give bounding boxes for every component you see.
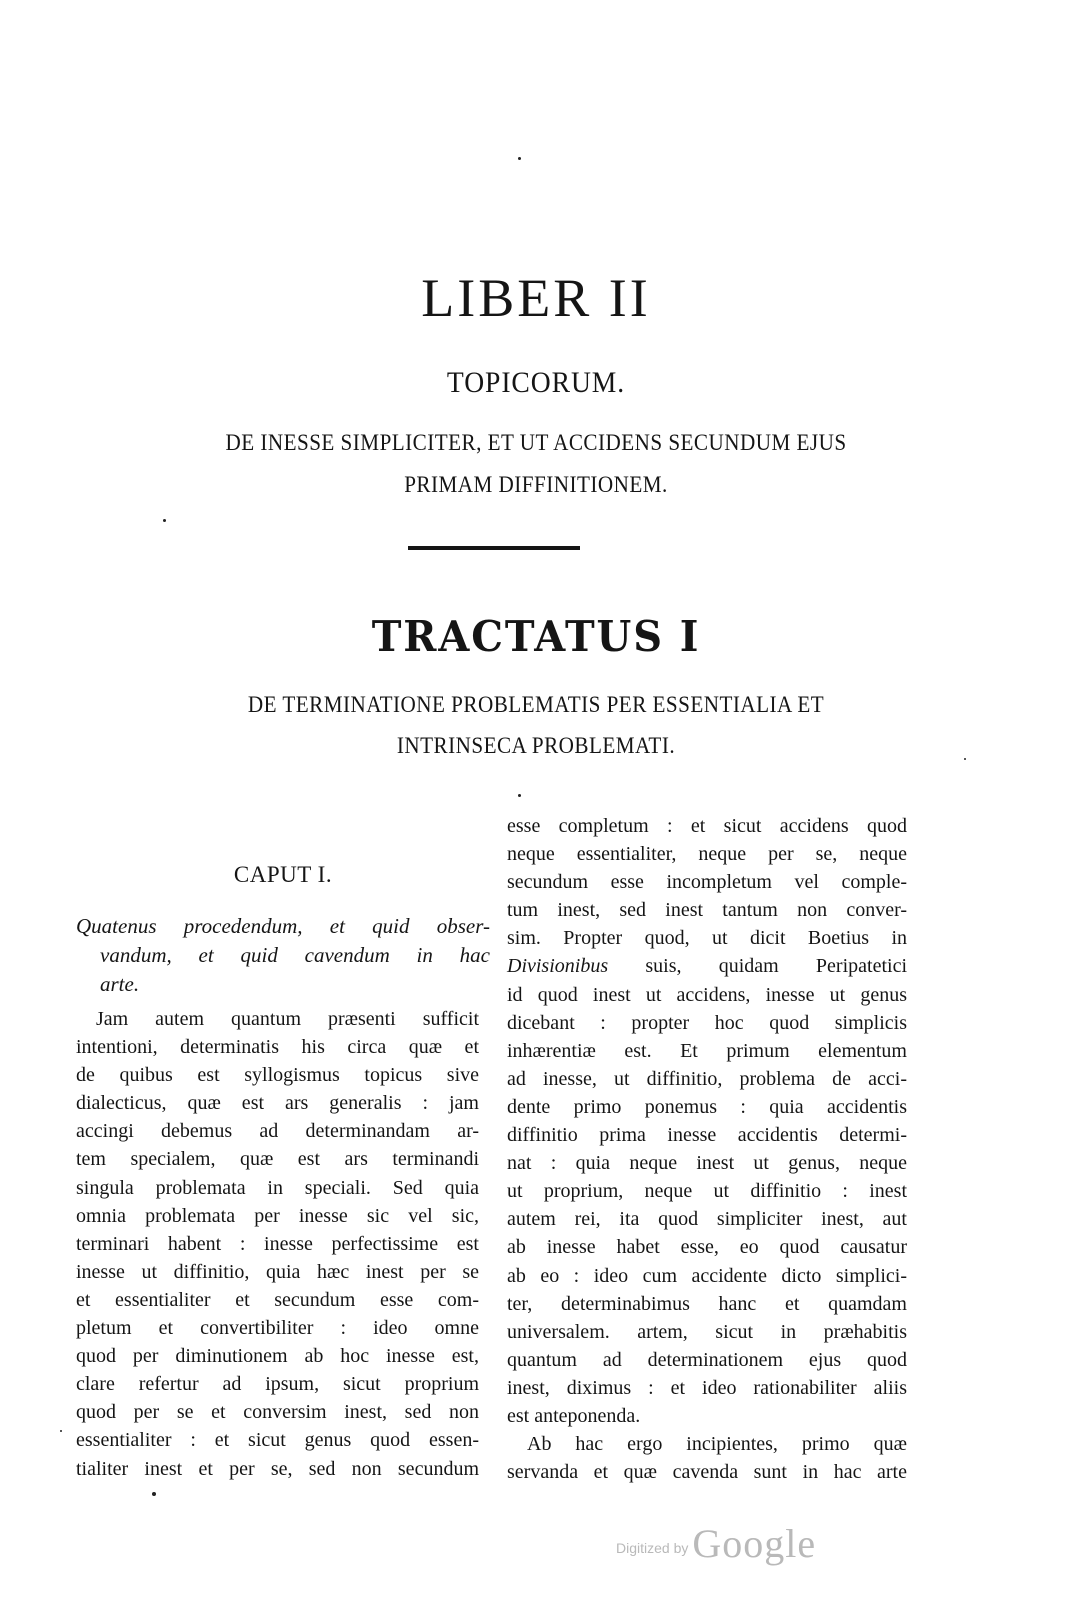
text-line: inest, diximus : et ideo rationabiliter aliis bbox=[507, 1376, 907, 1399]
text-line: inhærentiæ est. Et primum elementum bbox=[507, 1039, 907, 1062]
text-line-with-italic bbox=[507, 952, 907, 980]
text-line: Ab hac ergo incipientes, primo quæ bbox=[527, 1433, 907, 1456]
text-line: sim. Propter quod, ut dicit Boetius in bbox=[507, 927, 907, 950]
text-line: essentialiter : et sicut genus quod essen- bbox=[76, 1429, 479, 1452]
text-line: secundum esse incompletum vel comple- bbox=[507, 871, 907, 894]
text-line: tialiter inest et per se, sed non secundum bbox=[76, 1457, 479, 1480]
book-title: LIBER II bbox=[421, 268, 651, 328]
text-line: universalem. artem, sicut in præhabitis bbox=[507, 1320, 907, 1343]
text-line: de quibus est syllogismus topicus sive bbox=[76, 1064, 479, 1087]
text-line: dialecticus, quæ est ars generalis : jam bbox=[76, 1092, 479, 1115]
digitized-watermark bbox=[616, 1520, 817, 1566]
google-logo: Google bbox=[692, 1521, 817, 1566]
tractatus-title: TRACTATUS I bbox=[371, 612, 701, 661]
text-line: servanda et quæ cavenda sunt in hac arte bbox=[507, 1461, 907, 1484]
text-column-right bbox=[507, 812, 907, 1486]
summary-line: vandum, et quid cavendum in hac bbox=[100, 943, 490, 967]
text-line: tum inest, sed inest tantum non conver- bbox=[507, 899, 907, 922]
tractatus-description-line-1: DE TERMINATIONE PROBLEMATIS PER ESSENTIALIA ET bbox=[247, 692, 825, 717]
text-line: ab inesse habet esse, eo quod causatur bbox=[507, 1236, 907, 1259]
text-line: quod per diminutionem ab hoc inesse est, bbox=[76, 1345, 479, 1368]
text-column-left bbox=[76, 1005, 479, 1483]
text-line: singula problemata in speciali. Sed quia bbox=[76, 1176, 479, 1199]
tractatus-description-line-2: INTRINSECA PROBLEMATI. bbox=[396, 733, 676, 758]
text-line: id quod inest ut accidens, inesse ut genus bbox=[507, 983, 907, 1006]
text-line: est anteponenda. bbox=[507, 1404, 641, 1427]
text-line: ter, determinabimus hanc et quamdam bbox=[507, 1292, 907, 1315]
text-line: dicebant : propter hoc quod simplicis bbox=[507, 1011, 907, 1034]
scan-speck bbox=[518, 794, 521, 797]
text-line: nat : quia neque inest ut genus, neque bbox=[507, 1152, 907, 1175]
scan-speck bbox=[964, 758, 966, 760]
book-description-line-1: DE INESSE SIMPLICITER, ET UT ACCIDENS SECUNDUM EJUS bbox=[225, 430, 847, 455]
italic-title: Divisionibus bbox=[507, 955, 609, 978]
text-line: ad inesse, ut diffinitio, problema de acci- bbox=[507, 1067, 907, 1090]
text-line: pletum et convertibiliter : ideo omne bbox=[76, 1317, 479, 1340]
text-line: neque essentialiter, neque per se, neque bbox=[507, 843, 907, 866]
chapter-summary bbox=[76, 912, 490, 999]
summary-line: arte. bbox=[100, 972, 140, 996]
book-description-line-2: PRIMAM DIFFINITIONEM. bbox=[404, 472, 668, 497]
text-line: intentioni, determinatis his circa quæ et bbox=[76, 1036, 479, 1059]
text-line: clare refertur ad ipsum, sicut proprium bbox=[76, 1373, 479, 1396]
book-subtitle: TOPICORUM. bbox=[446, 366, 626, 399]
text-line: ab eo : ideo cum accidente dicto simplici- bbox=[507, 1264, 907, 1287]
scan-speck bbox=[152, 1492, 156, 1496]
text-line: Jam autem quantum præsenti sufficit bbox=[96, 1008, 479, 1030]
text-line: tem specialem, quæ est ars terminandi bbox=[76, 1148, 479, 1171]
text-line: accingi debemus ad determinandam ar- bbox=[76, 1120, 479, 1143]
watermark-prefix: Digitized by bbox=[616, 1540, 689, 1556]
section-divider bbox=[408, 546, 580, 550]
text-line: diffinitio prima inesse accidentis determi- bbox=[507, 1124, 907, 1147]
text-line: quantum ad determinationem ejus quod bbox=[507, 1348, 907, 1371]
text-line: quod per se et conversim inest, sed non bbox=[76, 1401, 479, 1424]
summary-line: Quatenus procedendum, et quid obser- bbox=[76, 914, 490, 938]
scan-speck bbox=[163, 519, 166, 522]
scan-speck bbox=[60, 1430, 62, 1432]
text-line: autem rei, ita quod simpliciter inest, aut bbox=[507, 1208, 907, 1231]
text-fragment: suis, quidam Peripatetici bbox=[608, 955, 907, 978]
text-line: omnia problemata per inesse sic vel sic, bbox=[76, 1204, 479, 1227]
text-line: dente primo ponemus : quia accidentis bbox=[507, 1095, 907, 1118]
scan-speck bbox=[518, 157, 521, 160]
text-line: terminari habent : inesse perfectissime est bbox=[76, 1232, 479, 1255]
chapter-heading: CAPUT I. bbox=[233, 862, 333, 887]
text-line: inesse ut diffinitio, quia hæc inest per se bbox=[76, 1260, 479, 1283]
text-line: esse completum : et sicut accidens quod bbox=[507, 815, 907, 837]
text-line: et essentialiter et secundum esse com- bbox=[76, 1288, 479, 1311]
text-line: ut proprium, neque ut diffinitio : inest bbox=[507, 1180, 907, 1203]
